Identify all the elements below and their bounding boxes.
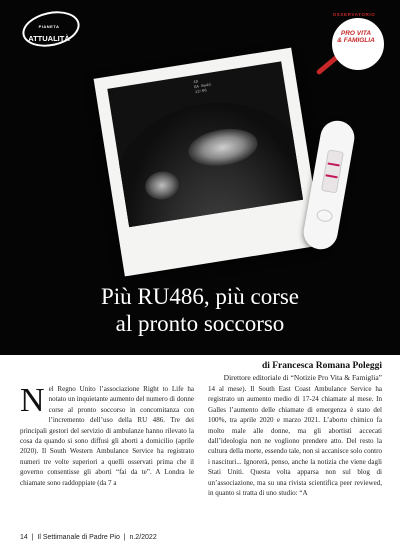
- observatory-name: [332, 30, 380, 44]
- observatory-logo: [306, 12, 390, 76]
- ultrasound-meta: 4D GA 6w4d 13:06: [193, 80, 212, 96]
- column-left: [20, 384, 194, 488]
- observatory-line2: & FAMIGLIA: [337, 37, 375, 44]
- badge-small-label: PIANETA: [38, 24, 60, 29]
- author-role: Direttore editoriale di “Notizie Pro Vita & Famiglia”: [223, 373, 382, 382]
- planet-ring-icon: [19, 6, 83, 51]
- column-right-text: 14 al mese). Il South East Coast Ambulance Service ha registrato un aumento medio di 17-24 chiamate al mese. In Galles l’aumento delle chiamate di emergenza è stato del 100%, tra aprile 2020 e marzo 2021. L’aborto chimico fa molto male alle donne, ma gli abortisti accecati dall’ideologia non ne vogliono prendere atto. Del resto la cultura della morte, essendo tale, non si accanisce solo contro i nascituri... Ignorerà, penso, anche la notizia che viene dagli Stati Uniti. Questa volta apparsa non sul blog di un’associazione, ma su una rivista scientifica peer reviewed, in quanto si tratta di uno studio: “A: [208, 385, 382, 498]
- observatory-arc-label: OSSERVATORIO: [332, 12, 376, 17]
- magnifier-icon: [332, 18, 384, 70]
- column-right: [208, 384, 382, 498]
- section-title: ATTUALITÀ: [28, 34, 70, 43]
- article-title: [0, 283, 400, 337]
- page-footer: 14 | Il Settimanale di Padre Pio | n.2/2022: [20, 534, 157, 541]
- title-line-2: al pronto soccorso: [115, 311, 285, 336]
- ultrasound-image: [107, 61, 303, 227]
- column-left-text: el Regno Unito l’associazione Right to Life ha notato un inquietante aumento del numero di donne corse al pronto soccorso in concomitanza con l’incremento dell’uso della RU 486. Tre dei principali gestori del servizio di ambulanze hanno rilevato la cosa da quando si sono diffusi gli aborti a domicilio (aprile 2020). Il South Western Ambulance Service ha registrato numeri tre volte superiori a quelli osservati prima che il governo consentisse gli aborti “fai da te”. A Londra le chiamate sono raddoppiate (da 7 a: [20, 385, 194, 487]
- drop-cap: N: [20, 382, 45, 419]
- ultrasound-print: [94, 48, 323, 277]
- observatory-line1: PRO VITA: [340, 30, 372, 37]
- title-line-1: Più RU486, più corse: [100, 284, 300, 309]
- section-badge: [18, 10, 80, 65]
- author-name: di Francesca Romana Poleggi: [261, 361, 382, 371]
- byline: [224, 361, 382, 382]
